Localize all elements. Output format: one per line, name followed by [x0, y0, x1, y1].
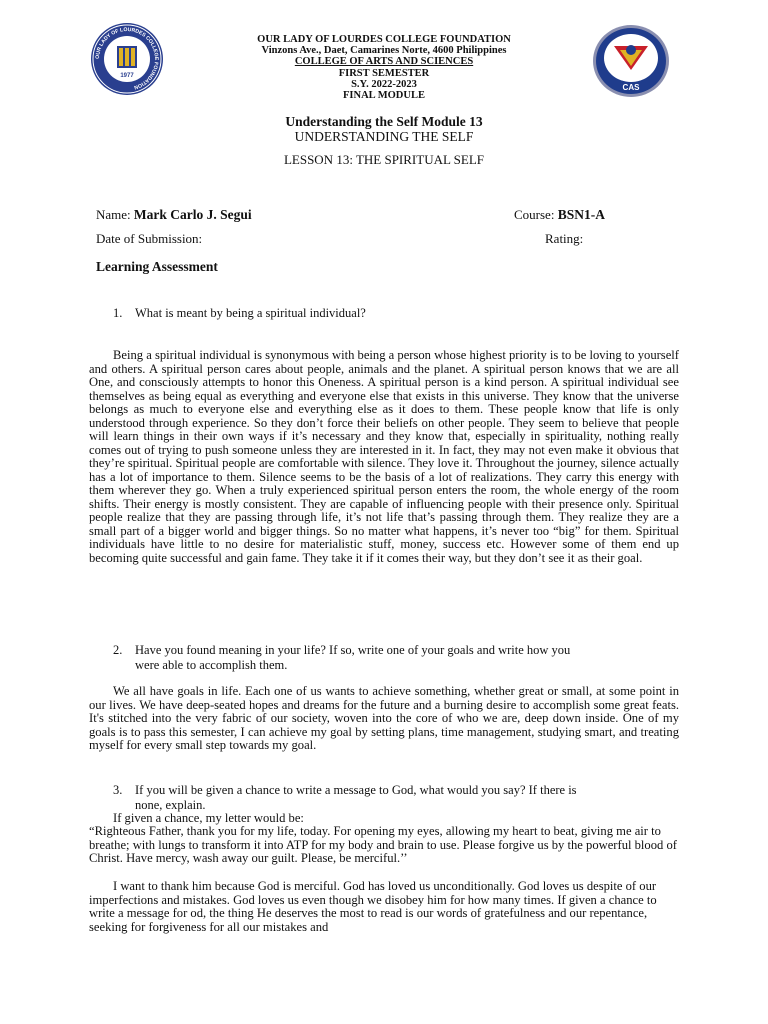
question-number: 3.: [113, 783, 123, 797]
module-type: FINAL MODULE: [343, 90, 425, 102]
college-name: OUR LADY OF LOURDES COLLEGE FOUNDATION: [257, 34, 511, 45]
module-title: Understanding the Self Module 13: [285, 114, 483, 129]
rating-label: Rating:: [545, 231, 584, 246]
answer-3-letter: “Righteous Father, thank you for my life, today. For opening my eyes, allowing my heart to beat, giving me air to breathe; with lungs to transform it into ATP for my body and brain to use. Please forgive us by the powerful blood of Christ. Have mercy, wash away our guilt. Please, be merciful.’’: [89, 824, 677, 865]
question-1: [113, 306, 693, 321]
answer-1: Being a spiritual individual is synonymous with being a person whose highest priority is to be loving to yourself and others. A spiritual person cares about people, animals and the planet. A spiritual person knows that we are all One, and consciously attempts to honor this Oneness. A spiritual person is a kind person. A spiritual individual see themselves as being equal as everything and everyone else that exists in this universe. They know that the universe belongs as much to everyone else and everything else as it does to them. These people know that life is only understood through experience. So they don’t force their beliefs on other people. They seem to believe that people will learn things in their own ways if it’s necessary and they know that, especially in spirituality, nothing really comes out of trying to push someone unless they are interested in it. In fact, they may not even make it obvious that they’re spiritual. Spiritual people are comfortable with silence. They love it. Throughout the journey, silence actually has a lot of importance to them. Silence seems to be the basis of a lot of realizations. They carry this energy with them wherever they go. When a truly experienced spiritual person enters the room, the whole energy of the room shifts. Their energy is mostly consistent. They are capable of influencing people with their presence only. Spiritual people realize that they are passing through life, it’s not life that’s passing through them. They realize they are a small part of a bigger world and bigger things. So no matter what happens, it’s never too “big” for them. Spiritual individuals have little to no desire for materialistic stuff, money, success etc. However some of them end up becoming quite successful and gain fame. They take it if it comes their way, but they don’t see it as their goal.: [89, 348, 679, 565]
department-name: COLLEGE OF ARTS AND SCIENCES: [294, 56, 474, 68]
name-field: [96, 207, 252, 223]
semester: FIRST SEMESTER: [338, 67, 430, 79]
question-2: [113, 643, 693, 673]
course-label: Course:: [514, 207, 555, 222]
course-field: [514, 207, 605, 223]
date-label: Date of Submission:: [96, 231, 203, 246]
seal-ring-text: OUR LADY OF LOURDES COLLEGE FOUNDATION: [94, 26, 160, 91]
svg-text:1977: 1977: [120, 73, 134, 79]
question-text: What is meant by being a spiritual individual?: [135, 306, 366, 320]
answer-2: We all have goals in life. Each one of us wants to achieve something, whether great or small, at some point in our lives. We have deep-seated hopes and dreams for the future and a burning desire to accomplish some great feats. It's stitched into the very fabric of our society, woven into the core of who we are, deep down inside. One of my goals is to pass this semester, I can achieve my goal by setting plans, time management, studying smart, and treating myself for every small step towards my goal.: [89, 684, 679, 752]
college-address: Vinzons Ave., Daet, Camarines Norte, 4600 Philippines: [261, 45, 507, 57]
question-text: If you will be given a chance to write a message to God, what would you say? If there is: [135, 783, 577, 797]
question-text: Have you found meaning in your life? If so, write one of your goals and write how you: [135, 643, 571, 657]
question-text-cont: none, explain.: [135, 798, 206, 812]
svg-text:CAS: CAS: [622, 83, 640, 92]
letterhead: [200, 34, 568, 101]
name-label: Name:: [96, 207, 131, 222]
name-value: Mark Carlo J. Segui: [133, 207, 252, 222]
question-text-cont: were able to accomplish them.: [135, 658, 288, 672]
course-value: BSN1-A: [557, 207, 605, 222]
question-number: 1.: [113, 306, 123, 320]
question-3: [113, 783, 693, 813]
module-subtitle: UNDERSTANDING THE SELF: [294, 129, 474, 144]
answer-3-closing: I want to thank him because God is merciful. God has loved us unconditionally. God loves us despite of our imperfections and mistakes. God loves us even though we disobey him for how many times. If given a chance to write a message for od, the thing He deserves the most to read is our words of gratefulness and our repentance, seeking for forgiveness for all our mistakes and: [89, 879, 657, 934]
college-seal-logo: [90, 22, 164, 96]
school-year: S.Y. 2022-2023: [351, 78, 417, 90]
question-number: 2.: [113, 643, 123, 657]
lesson-title: LESSON 13: THE SPIRITUAL SELF: [283, 152, 485, 167]
cas-seal-logo: [592, 24, 670, 98]
answer-3-intro: If given a chance, my letter would be:: [113, 811, 304, 825]
assessment-heading: Learning Assessment: [96, 259, 218, 274]
